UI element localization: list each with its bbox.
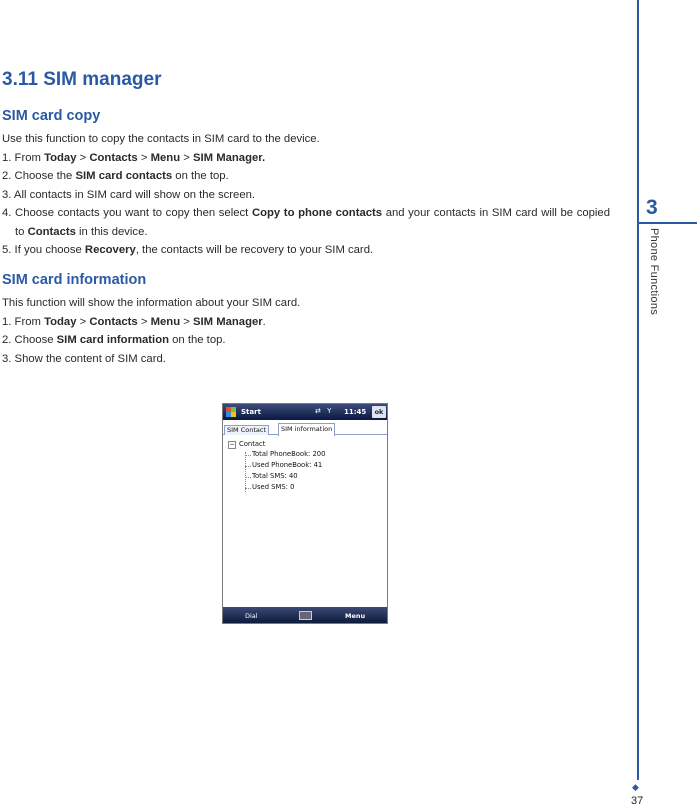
keyboard-icon[interactable] xyxy=(299,611,312,620)
sim-card-copy-body xyxy=(2,130,610,260)
sim-card-information-body xyxy=(2,294,610,368)
phone-title-bar xyxy=(223,404,387,420)
clock[interactable]: 11:45 xyxy=(344,408,367,416)
tree-item[interactable]: Total SMS: 40 xyxy=(228,472,325,483)
info-intro: This function will show the information about your SIM card. xyxy=(2,297,301,309)
tree-item[interactable]: Total PhoneBook: 200 xyxy=(228,450,325,461)
chapter-rail xyxy=(637,0,639,780)
tree-item[interactable]: Used PhoneBook: 41 xyxy=(228,461,325,472)
ok-button[interactable]: ok xyxy=(372,406,386,418)
windows-start-icon[interactable] xyxy=(226,407,236,417)
copy-intro: Use this function to copy the contacts in SIM card to the device. xyxy=(2,133,320,145)
phone-tabs xyxy=(223,422,387,435)
page-number: 37 xyxy=(631,795,644,807)
copy-step-2: 2. Choose the SIM card contacts on the top. xyxy=(2,170,229,182)
chapter-number: 3 xyxy=(646,196,658,219)
copy-step-3: 3. All contacts in SIM card will show on the screen. xyxy=(2,188,256,201)
info-step-3: 3. Show the content of SIM card. xyxy=(2,352,166,365)
tab-sim-information[interactable]: SIM information xyxy=(278,423,335,436)
softkey-bar xyxy=(223,607,387,623)
sim-info-tree xyxy=(228,440,325,494)
copy-step-1: 1. From Today > Contacts > Menu > SIM Manager. xyxy=(2,151,266,164)
connectivity-signal-icon[interactable]: ⇄ Y xyxy=(315,407,334,415)
section-title: 3.11 SIM manager xyxy=(2,69,162,90)
info-step-1: 1. From Today > Contacts > Menu > SIM Manager. xyxy=(2,315,266,328)
phone-screenshot xyxy=(222,403,388,624)
tab-sim-contact[interactable]: SIM Contact xyxy=(224,425,269,435)
copy-step-5: 5. If you choose Recovery, the contacts will be recovery to your SIM card. xyxy=(2,244,374,256)
diamond-icon: ◆ xyxy=(632,782,639,792)
tree-root-contact[interactable] xyxy=(228,440,325,450)
chapter-rail-tick xyxy=(639,222,697,224)
chapter-label: Phone Functions xyxy=(648,228,660,316)
tree-item[interactable]: Used SMS: 0 xyxy=(228,483,325,494)
start-menu-label[interactable]: Start xyxy=(241,408,261,416)
collapse-icon[interactable]: − xyxy=(229,441,235,448)
info-step-2: 2. Choose SIM card information on the top. xyxy=(2,334,226,346)
copy-step-4: 4. Choose contacts you want to copy then select Copy to phone contacts and your contacts in SIM card will be copied to Contacts in this device. xyxy=(2,207,610,238)
sim-card-copy-heading: SIM card copy xyxy=(2,108,101,124)
tree-root-label: Contact xyxy=(239,440,266,448)
menu-softkey[interactable]: Menu xyxy=(345,612,366,620)
dial-softkey[interactable]: Dial xyxy=(245,612,258,620)
sim-card-information-heading: SIM card information xyxy=(2,272,147,288)
